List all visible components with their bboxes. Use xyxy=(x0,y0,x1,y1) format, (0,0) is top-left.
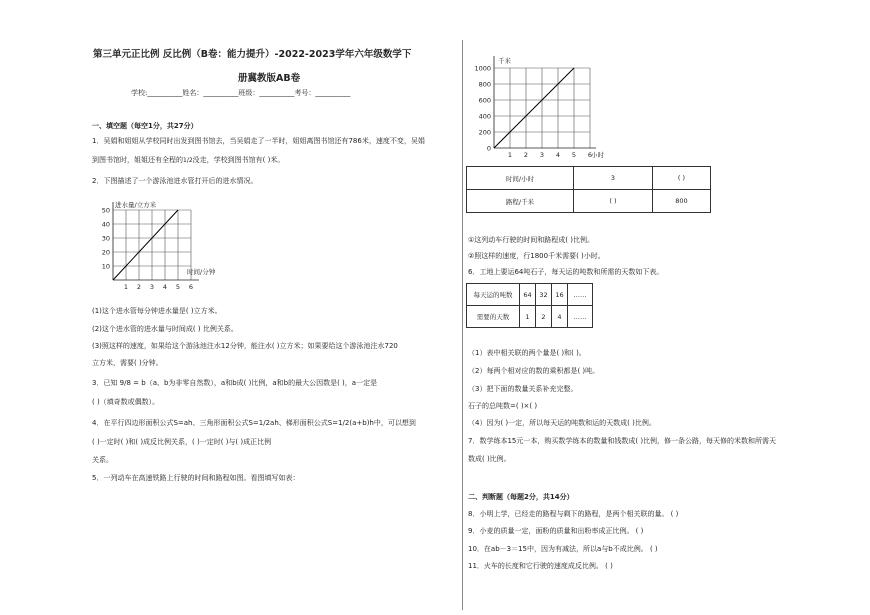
q6-part3-formula: 石子的总吨数=( )×( ) xyxy=(468,402,538,410)
student-info-line: 学校:__________姓名：__________班级：__________考号：__________ xyxy=(131,89,351,97)
table2-cell: 16 xyxy=(552,284,568,306)
y-tick-label: 600 xyxy=(478,96,491,105)
x-tick-label: 2 xyxy=(136,283,142,291)
time-distance-table xyxy=(466,166,711,213)
q6-part4: （4）因为( )一定，所以每天运的吨数和运的天数成( )比例。 xyxy=(468,419,656,427)
q5-part1: ①这列动车行驶的时间和路程成( )比例。 xyxy=(468,236,594,244)
q6-part3: （3）把下面的数量关系补充完整。 xyxy=(468,385,578,393)
q10: 10．在ab－3＝15中，因为有减法，所以a与b不成比例。 ( ) xyxy=(468,545,658,553)
x-tick-label: 1 xyxy=(507,151,513,159)
table1-cell: 800 xyxy=(653,190,711,213)
page-title-line2: 册冀教版AB卷 xyxy=(238,73,301,84)
y-tick-label: 10 xyxy=(101,262,110,271)
q4-line1: 4．在平行四边形面积公式S=ah、三角形面积公式S=1/2ah、梯形面积公式S=1/2(a+b)h中，可以想到 xyxy=(92,419,416,427)
table2-cell: …… xyxy=(568,284,593,306)
q6-part1: （1）表中相关联的两个量是( )和( )。 xyxy=(468,349,586,357)
table2-cell: …… xyxy=(568,306,593,328)
q5-part2: ②照这样的速度，行1800千米需要( )小时。 xyxy=(468,252,605,260)
q2-part1: (1)这个进水管每分钟进水量是( )立方米。 xyxy=(92,307,222,315)
y-tick-label: 20 xyxy=(101,248,110,257)
q6-part2: （2）每两个相对应的数的乘积都是( )吨。 xyxy=(468,367,600,375)
y-tick-label: 200 xyxy=(478,128,491,137)
q7-line2: 数成( )比例。 xyxy=(468,455,511,463)
q5-intro: 5．一列动车在高速铁路上行驶的时间和路程如图。看图填写如表： xyxy=(92,474,300,482)
x-tick-label: 3 xyxy=(149,283,155,291)
q2-intro: 2．下图描述了一个游泳池进水管打开后的进水情况。 xyxy=(92,177,258,185)
x-axis-label: 小时 xyxy=(591,151,604,159)
column-divider xyxy=(462,40,463,610)
y-tick-label: 1000 xyxy=(474,64,491,73)
train-distance-chart xyxy=(474,48,623,163)
y-tick-label: 40 xyxy=(101,220,110,229)
series-line xyxy=(113,210,178,280)
q1-line2-start: 到图书馆时，姐姐还有全程的 xyxy=(92,156,183,164)
series-line xyxy=(494,68,574,148)
table2-cell: 1 xyxy=(520,306,536,328)
page-title-line1: 第三单元正比例 反比例（B卷：能力提升）-2022-2023学年六年级数学下 xyxy=(93,49,412,60)
q1-fraction: 1/2 xyxy=(183,157,193,164)
table1-cell: ( ) xyxy=(574,190,653,213)
q11: 11．火车的长度和它行驶的速度成反比例。 ( ) xyxy=(468,562,613,570)
y-tick-label: 400 xyxy=(478,112,491,121)
section1-heading: 一、填空题（每空1分，共27分） xyxy=(92,122,198,130)
q3-line2: ( )（填奇数或偶数）。 xyxy=(92,398,160,406)
x-tick-label: 4 xyxy=(555,151,561,159)
table2-cell: 需要的天数 xyxy=(467,306,520,328)
x-tick-label: 4 xyxy=(162,283,168,291)
table2-cell: 2 xyxy=(536,306,552,328)
q4-line2: ( )一定时( )和( )成反比例关系，( )一定时( )与( )成正比例 xyxy=(92,438,272,446)
x-tick-label: 6 xyxy=(587,151,593,159)
table2-cell: 4 xyxy=(552,306,568,328)
q2-part2: (2)这个进水管的进水量与时间成( ) 比例关系。 xyxy=(92,325,238,333)
q9: 9．小麦的质量一定，面粉的质量和出粉率成正比例。 ( ) xyxy=(468,527,644,535)
x-tick-label: 1 xyxy=(123,283,129,291)
table1-cell: 时间/小时 xyxy=(467,167,574,190)
x-tick-label: 2 xyxy=(523,151,529,159)
y-tick-label: 50 xyxy=(101,206,110,215)
table2-cell: 每天运的吨数 xyxy=(467,284,520,306)
x-tick-label: 5 xyxy=(571,151,577,159)
y-tick-label: 30 xyxy=(101,234,110,243)
x-tick-label: 3 xyxy=(539,151,545,159)
table1-cell: 路程/千米 xyxy=(467,190,574,213)
q2-part3-line1: (3)照这样的速度，如果给这个游泳池注水12分钟，能注水( )立方米；如果要给这个游泳池注水720 xyxy=(92,342,398,350)
y-tick-label: 0 xyxy=(486,144,491,153)
x-tick-label: 6 xyxy=(188,283,194,291)
q4-line3: 关系。 xyxy=(92,456,113,464)
y-axis-label: 进水量/立方米 xyxy=(115,201,157,209)
table1-cell: 3 xyxy=(574,167,653,190)
q6-intro: 6．工地上要运64吨石子，每天运的吨数和所需的天数如下表。 xyxy=(468,268,664,276)
q3-line1: 3．已知 9/8 = b（a、b为非零自然数），a和b成( )比例，a和b的最大公因数是( )，a一定是 xyxy=(92,379,378,387)
y-axis-label: 千米 xyxy=(498,57,511,65)
q1-line1: 1．吴娟和姐姐从学校同时出发到图书馆去，当吴娟走了一半时，姐姐离图书馆还有786米，速度不变，吴娟 xyxy=(92,137,425,145)
q2-part3-line2: 立方米，需要( )分钟。 xyxy=(92,359,163,367)
table2-cell: 64 xyxy=(520,284,536,306)
q1-line2 xyxy=(92,156,284,165)
section2-heading: 二、判断题（每题2分，共14分） xyxy=(468,493,574,501)
x-axis-label: 时间/分钟 xyxy=(187,268,216,276)
q8: 8．小明上学，已经走的路程与剩下的路程，是两个相关联的量。 ( ) xyxy=(468,510,679,518)
x-tick-label: 5 xyxy=(175,283,181,291)
q1-line2-end: 没走，学校到图书馆有( )米。 xyxy=(192,156,285,164)
table1-cell: ( ) xyxy=(653,167,711,190)
q7-line1: 7．数学练本15元一本，购买数学练本的数量和钱数成( )比例，修一条公路，每天修的米数和所需天 xyxy=(468,437,777,445)
table2-cell: 32 xyxy=(536,284,552,306)
water-inflow-chart xyxy=(95,195,245,295)
y-tick-label: 800 xyxy=(478,80,491,89)
stone-transport-table xyxy=(466,283,593,328)
